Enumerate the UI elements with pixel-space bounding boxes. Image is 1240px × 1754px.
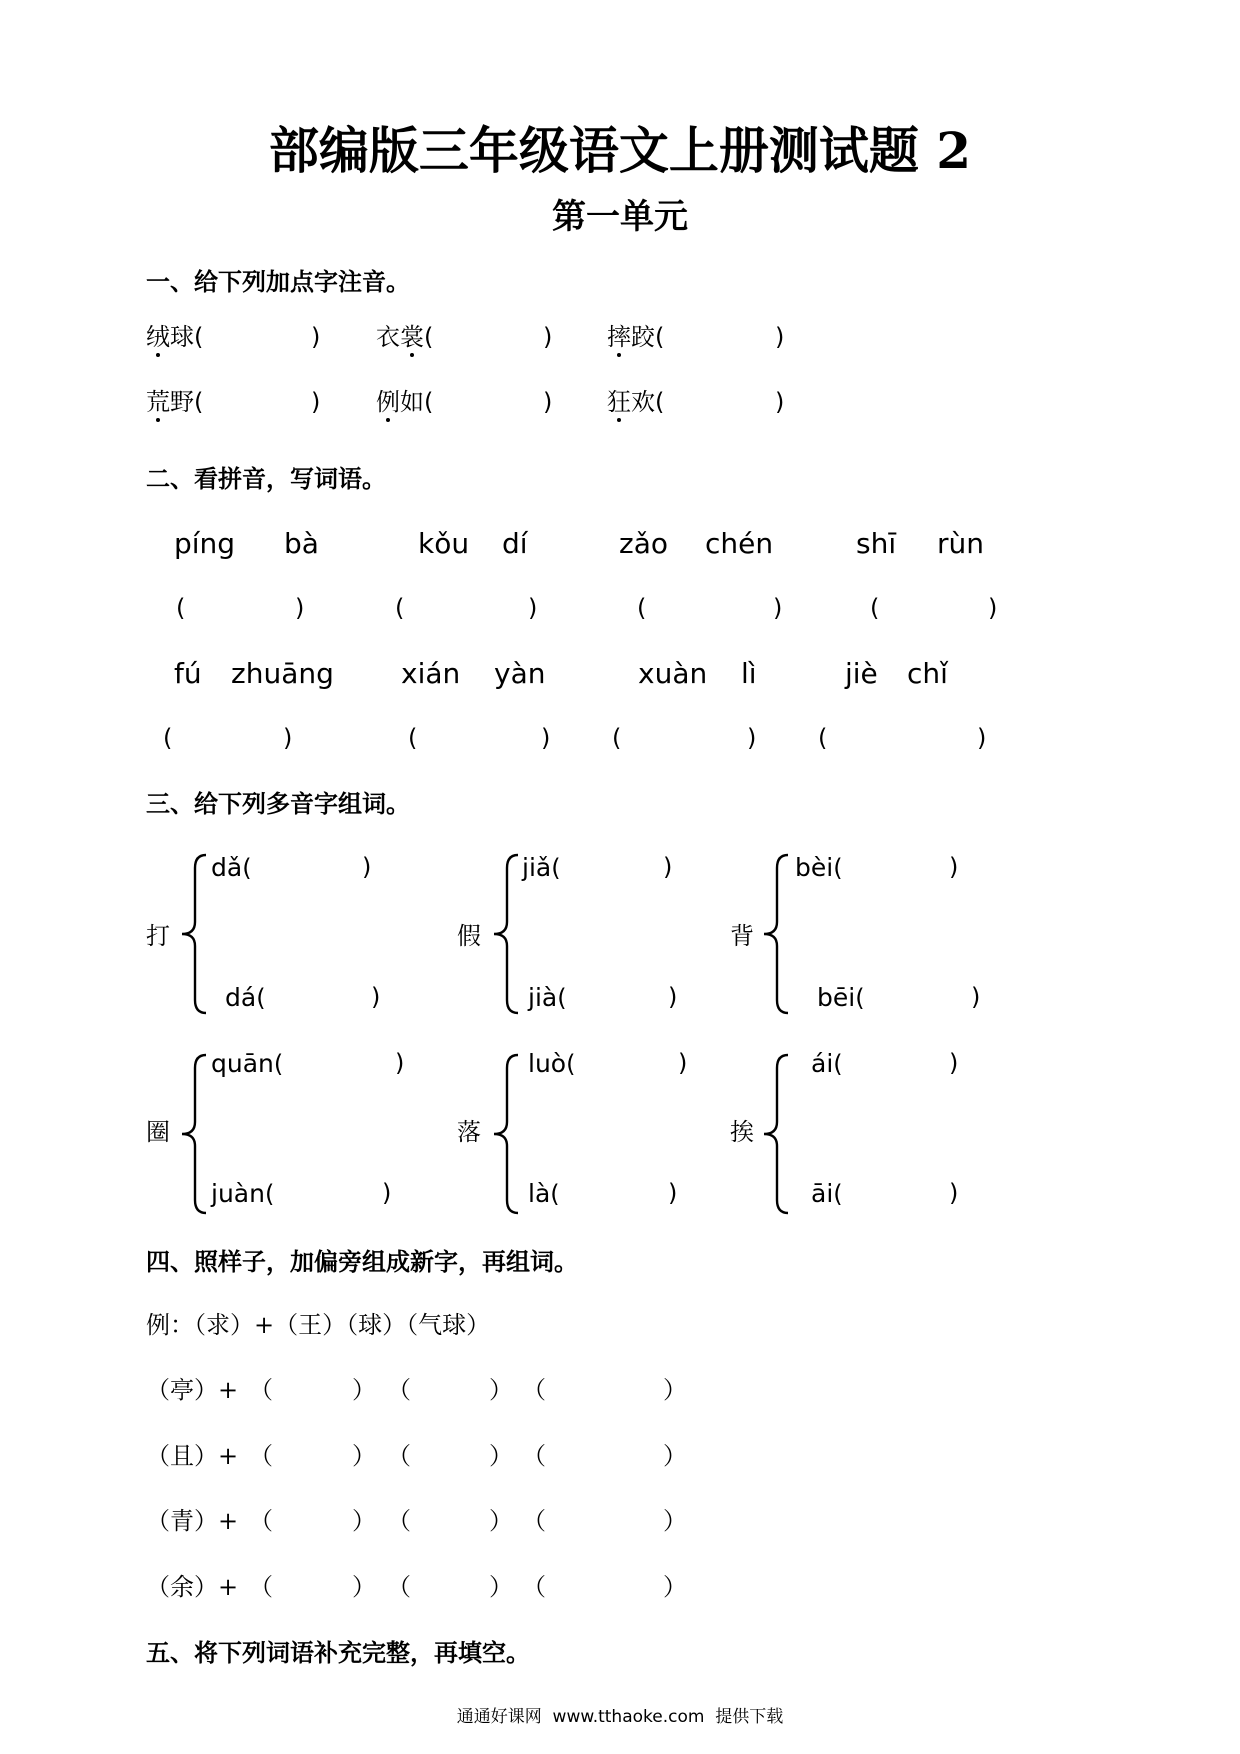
reading-pinyin: dá <box>225 983 257 1012</box>
fw-paren-close: ） <box>194 1376 218 1404</box>
base-char: 余 <box>170 1573 194 1601</box>
page-title: 部编版三年级语文上册测试题 2 <box>268 121 972 180</box>
paren-close: ) <box>395 1049 405 1077</box>
paren-open: ( <box>655 323 665 351</box>
pinyin-item <box>607 325 664 349</box>
base-char: 青 <box>170 1507 194 1535</box>
curly-brace <box>760 1052 790 1216</box>
pinyin-syllable: yàn <box>494 657 546 690</box>
base-char: 亭 <box>170 1376 194 1404</box>
paren-close: ) <box>988 594 998 622</box>
char: 球 <box>170 323 194 351</box>
fw-paren-close: ） <box>194 1573 218 1601</box>
radical-row <box>146 1378 238 1402</box>
paren-close: ) <box>311 388 321 416</box>
fw-paren-open: （ <box>249 1376 273 1404</box>
paren-close: ) <box>971 983 981 1011</box>
paren-close: ) <box>283 724 293 752</box>
reading-pinyin: luò <box>528 1049 567 1078</box>
fw-paren-open: （ <box>522 1442 546 1470</box>
fw-paren-open: （ <box>146 1376 170 1404</box>
dotted-char: 摔 <box>607 323 631 351</box>
paren-close: ) <box>775 388 785 416</box>
dotted-char: 狂 <box>607 388 631 416</box>
paren-open: ( <box>818 724 828 752</box>
dotted-char: 例 <box>376 388 400 416</box>
pinyin-item <box>376 390 433 414</box>
fw-paren-close: ） <box>194 1442 218 1470</box>
page-footer: 通通好课网 www.tthaoke.com 提供下载 <box>456 1707 784 1727</box>
base-char: 且 <box>170 1442 194 1470</box>
paren-open: ( <box>424 323 434 351</box>
dotted-char: 绒 <box>146 323 170 351</box>
fw-paren-open: （ <box>249 1442 273 1470</box>
reading-pinyin: āi <box>811 1179 834 1208</box>
paren-close: ) <box>541 724 551 752</box>
pinyin-syllable: kǒu <box>418 527 470 560</box>
reading-pinyin: jià <box>528 983 558 1012</box>
reading <box>211 855 252 880</box>
pinyin-item <box>607 390 664 414</box>
reading <box>528 1051 575 1076</box>
paren-close: ) <box>362 853 372 881</box>
paren-open: ( <box>395 594 405 622</box>
polyphone-char: 假 <box>457 922 481 950</box>
fw-paren-open: （ <box>522 1573 546 1601</box>
reading-pinyin: juàn <box>211 1179 265 1208</box>
unit-subtitle: 第一单元 <box>552 197 688 237</box>
paren-close: ) <box>668 983 678 1011</box>
pinyin-syllable: zǎo <box>619 527 668 560</box>
reading <box>522 855 561 880</box>
paren-close: ) <box>949 1179 959 1207</box>
paren-open: ( <box>408 724 418 752</box>
char: 野 <box>170 388 194 416</box>
paren-close: ) <box>747 724 757 752</box>
paren-open: ( <box>163 724 173 752</box>
radical-row <box>146 1509 238 1533</box>
fw-paren-close: ） <box>489 1507 513 1535</box>
pinyin-syllable: fú <box>174 657 202 690</box>
paren-close: ) <box>773 594 783 622</box>
plus-sign: + <box>218 1442 239 1470</box>
reading <box>225 985 266 1010</box>
reading-pinyin: là <box>528 1179 551 1208</box>
reading <box>211 1181 274 1206</box>
paren-open: ( <box>424 388 434 416</box>
polyphone-char: 挨 <box>730 1118 754 1146</box>
reading <box>211 1051 283 1076</box>
fw-paren-open: （ <box>522 1507 546 1535</box>
paren-open: ( <box>855 984 865 1012</box>
section4-heading: 四、照样子，加偏旁组成新字，再组词。 <box>146 1247 578 1276</box>
paren-open: ( <box>264 1180 275 1208</box>
curly-brace <box>490 852 520 1016</box>
reading <box>817 985 865 1010</box>
paren-open: ( <box>612 724 622 752</box>
curly-brace <box>760 852 790 1016</box>
paren-open: ( <box>833 1050 843 1078</box>
paren-open: ( <box>194 388 204 416</box>
reading <box>811 1181 843 1206</box>
plus-sign: + <box>218 1507 239 1535</box>
plus-sign: + <box>218 1376 239 1404</box>
reading <box>811 1051 843 1076</box>
fw-paren-close: ） <box>489 1442 513 1470</box>
pinyin-item <box>146 390 203 414</box>
fw-paren-close: ） <box>489 1376 513 1404</box>
paren-open: ( <box>833 1180 843 1208</box>
paren-close: ) <box>949 853 959 881</box>
paren-close: ) <box>543 388 553 416</box>
paren-open: ( <box>833 854 843 882</box>
fw-paren-close: ） <box>352 1442 376 1470</box>
pinyin-syllable: chén <box>705 527 774 560</box>
fw-paren-open: （ <box>522 1376 546 1404</box>
pinyin-syllable: zhuāng <box>231 657 334 690</box>
fw-paren-open: （ <box>146 1507 170 1535</box>
fw-paren-close: ） <box>194 1507 218 1535</box>
pinyin-syllable: dí <box>502 527 528 560</box>
paren-close: ) <box>678 1049 688 1077</box>
curly-brace <box>178 1052 208 1216</box>
char: 如 <box>400 388 424 416</box>
fw-paren-open: （ <box>146 1573 170 1601</box>
reading-pinyin: bèi <box>795 853 834 882</box>
pinyin-syllable: bà <box>284 527 319 560</box>
section5-heading: 五、将下列词语补充完整，再填空。 <box>146 1638 530 1667</box>
section2-heading: 二、看拼音，写词语。 <box>146 464 386 493</box>
reading-pinyin: bēi <box>817 983 856 1012</box>
char: 欢 <box>631 388 655 416</box>
pinyin-syllable: chǐ <box>907 657 948 690</box>
curly-brace <box>490 1052 520 1216</box>
reading-pinyin: ái <box>811 1049 834 1078</box>
polyphone-char: 打 <box>146 922 170 950</box>
paren-close: ) <box>949 1049 959 1077</box>
fw-paren-open: （ <box>387 1442 411 1470</box>
curly-brace <box>178 852 208 1016</box>
pinyin-syllable: lì <box>741 657 757 690</box>
paren-close: ) <box>528 594 538 622</box>
pinyin-syllable: xuàn <box>638 657 708 690</box>
paren-close: ) <box>371 983 381 1011</box>
fw-paren-close: ） <box>663 1507 687 1535</box>
pinyin-item <box>376 325 433 349</box>
plus-sign: + <box>218 1573 239 1601</box>
fw-paren-open: （ <box>387 1507 411 1535</box>
reading <box>795 855 843 880</box>
pinyin-item <box>146 325 203 349</box>
polyphone-char: 背 <box>730 922 754 950</box>
paren-open: ( <box>566 1050 576 1078</box>
paren-close: ) <box>977 724 987 752</box>
paren-close: ) <box>382 1179 392 1207</box>
radical-row <box>146 1575 238 1599</box>
char: 衣 <box>376 323 400 351</box>
pinyin-syllable: píng <box>174 527 236 560</box>
fw-paren-close: ） <box>663 1573 687 1601</box>
polyphone-char: 落 <box>457 1118 481 1146</box>
paren-open: ( <box>242 854 252 882</box>
fw-paren-open: （ <box>249 1573 273 1601</box>
dotted-char: 荒 <box>146 388 170 416</box>
fw-paren-close: ） <box>352 1573 376 1601</box>
paren-open: ( <box>637 594 647 622</box>
dotted-char: 裳 <box>400 323 424 351</box>
paren-open: ( <box>550 1180 560 1208</box>
fw-paren-close: ） <box>352 1507 376 1535</box>
fw-paren-open: （ <box>387 1376 411 1404</box>
fw-paren-open: （ <box>249 1507 273 1535</box>
fw-paren-close: ） <box>489 1573 513 1601</box>
paren-open: ( <box>194 323 204 351</box>
fw-paren-open: （ <box>387 1573 411 1601</box>
paren-open: ( <box>551 854 561 882</box>
paren-open: ( <box>256 984 266 1012</box>
pinyin-syllable: rùn <box>937 527 985 560</box>
pinyin-syllable: xián <box>401 657 461 690</box>
paren-open: ( <box>870 594 880 622</box>
polyphone-char: 圈 <box>146 1118 170 1146</box>
paren-close: ) <box>311 323 321 351</box>
paren-close: ) <box>543 323 553 351</box>
paren-open: ( <box>176 594 186 622</box>
paren-close: ) <box>668 1179 678 1207</box>
paren-close: ) <box>295 594 305 622</box>
paren-open: ( <box>655 388 665 416</box>
reading-pinyin: dǎ <box>211 853 243 882</box>
reading <box>528 1181 560 1206</box>
radical-row <box>146 1444 238 1468</box>
section3-heading: 三、给下列多音字组词。 <box>146 789 410 818</box>
reading <box>528 985 567 1010</box>
paren-close: ) <box>663 853 673 881</box>
paren-open: ( <box>557 984 567 1012</box>
reading-pinyin: jiǎ <box>522 853 552 882</box>
fw-paren-close: ） <box>352 1376 376 1404</box>
paren-open: ( <box>273 1050 284 1078</box>
fw-paren-close: ） <box>663 1376 687 1404</box>
pinyin-syllable: jiè <box>845 657 878 690</box>
pinyin-syllable: shī <box>856 527 897 560</box>
reading-pinyin: quān <box>211 1049 274 1078</box>
paren-close: ) <box>775 323 785 351</box>
fw-paren-close: ） <box>663 1442 687 1470</box>
fw-paren-open: （ <box>146 1442 170 1470</box>
section1-heading: 一、给下列加点字注音。 <box>146 267 410 296</box>
char: 跤 <box>631 323 655 351</box>
example-line: 例：（求）+（王）（球）（气球） <box>146 1311 491 1339</box>
